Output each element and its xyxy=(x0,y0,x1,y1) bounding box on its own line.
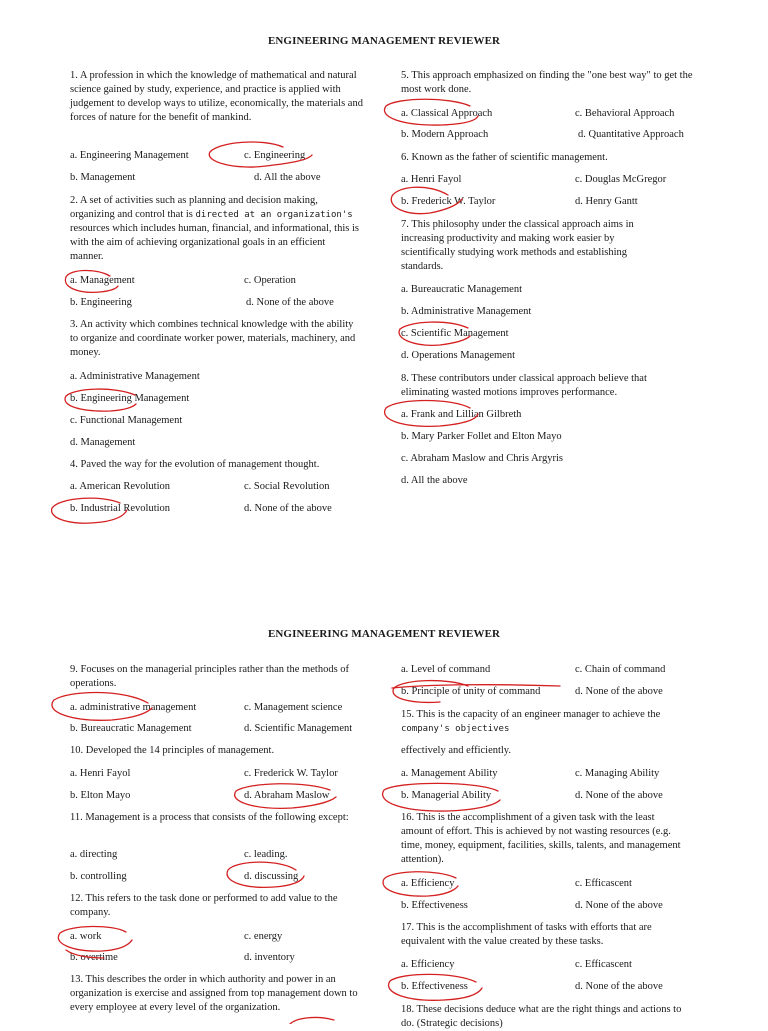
option-b[interactable]: b. Management xyxy=(70,172,136,183)
option-a[interactable]: a. directing xyxy=(70,849,118,860)
question-text: 12. This refers to the task done or performed to add value to the company. xyxy=(70,893,338,918)
option-row xyxy=(401,195,701,209)
question-block xyxy=(70,194,370,264)
option-row xyxy=(401,980,701,994)
option-row xyxy=(401,663,701,677)
option-b[interactable]: b. Engineering Management xyxy=(70,393,190,404)
option-row xyxy=(401,789,701,803)
option-b[interactable]: b. Managerial Ability xyxy=(401,790,492,801)
question-text: 5. This approach emphasized on finding the "one best way" to get the most work done. xyxy=(401,70,693,95)
option-row xyxy=(70,502,370,516)
option-a[interactable]: a. Administrative Management xyxy=(70,371,200,382)
question-text: 2. A set of activities such as planning and decision making, organizing and control that is directed at an organization's resources which includes human, financial, and informational, this is with the aim of achieving organizational goals in an efficient manner. xyxy=(70,195,359,262)
option-a[interactable]: a. Level of command xyxy=(401,664,491,675)
option-c[interactable]: c. Abraham Maslow and Chris Argyris xyxy=(401,453,563,464)
option-a[interactable]: a. American Revolution xyxy=(70,481,171,492)
option-d[interactable]: d. Management xyxy=(70,437,136,448)
option-c[interactable]: c. Social Revolution xyxy=(244,481,330,492)
circle-mark-q13 xyxy=(290,1017,334,1024)
question-block xyxy=(401,1003,701,1031)
question-text: 16. This is the accomplishment of a given task with the least amount of effort. This is achieved by not wasting resources (e.g. time, money, equipment, facilities, skills, talents, and management attention). xyxy=(401,812,681,865)
option-d[interactable]: d. Quantitative Approach xyxy=(578,129,684,140)
option-c[interactable]: c. Frederick W. Taylor xyxy=(244,768,338,779)
option-row xyxy=(401,685,701,699)
option-d[interactable]: d. inventory xyxy=(244,952,295,963)
option-c[interactable]: c. Efficascent xyxy=(575,878,632,889)
option-a[interactable]: a. Engineering Management xyxy=(70,150,189,161)
question-block xyxy=(401,811,701,867)
page-title: ENGINEERING MANAGEMENT REVIEWER xyxy=(267,628,501,640)
option-row xyxy=(401,173,701,187)
option-row xyxy=(70,789,370,803)
option-a[interactable]: a. Classical Approach xyxy=(401,108,493,119)
option-c[interactable]: c. Behavioral Approach xyxy=(575,108,675,119)
option-a[interactable]: a. Efficiency xyxy=(401,959,455,970)
option-d[interactable]: d. Henry Gantt xyxy=(575,196,638,207)
option-row xyxy=(70,870,370,884)
option-b[interactable]: b. Industrial Revolution xyxy=(70,503,171,514)
question-text: 13. This describes the order in which authority and power in an organization is exercise and assigned from top management down to every employee at every level of the organization. xyxy=(70,974,358,1013)
question-text: 8. These contributors under classical approach believe that eliminating wasted motions improves performance. xyxy=(401,373,647,398)
option-d[interactable]: d. Operations Management xyxy=(401,350,516,361)
question-block xyxy=(401,69,701,97)
question-block xyxy=(401,921,701,949)
question-block xyxy=(401,372,701,400)
option-b[interactable]: b. Effectiveness xyxy=(401,900,468,911)
question-block xyxy=(70,663,370,691)
option-b[interactable]: b. Administrative Management xyxy=(401,306,532,317)
option-c[interactable]: c. Engineering xyxy=(244,150,306,161)
option-row xyxy=(70,951,370,965)
option-d[interactable]: d. None of the above xyxy=(575,900,663,911)
option-row xyxy=(401,128,701,142)
question-block xyxy=(401,151,701,165)
option-row xyxy=(70,149,370,163)
option-b[interactable]: b. overtime xyxy=(70,952,118,963)
option-a[interactable]: a. Management xyxy=(70,275,135,286)
question-text: 1. A profession in which the knowledge of mathematical and natural science gained by study, experience, and practice is applied with judgement to develop ways to utilize, economically, the materials and forces of nature for the benefit of mankind. xyxy=(70,70,363,123)
option-row xyxy=(401,877,701,891)
option-b[interactable]: b. Elton Mayo xyxy=(70,790,131,801)
option-d[interactable]: d. Abraham Maslow xyxy=(244,790,330,801)
option-row xyxy=(70,722,370,736)
option-b[interactable]: b. Engineering xyxy=(70,297,132,308)
option-c[interactable]: c. Operation xyxy=(244,275,296,286)
question-text: company's objectives xyxy=(401,724,510,734)
option-a[interactable]: a. Management Ability xyxy=(401,768,498,779)
question-text: 10. Developed the 14 principles of management. xyxy=(70,745,275,756)
option-c[interactable]: c. Douglas McGregor xyxy=(575,174,667,185)
question-block xyxy=(401,218,701,274)
option-d[interactable]: d. None of the above xyxy=(244,503,332,514)
option-a[interactable]: a. Henri Fayol xyxy=(401,174,462,185)
option-a[interactable]: a. Frank and Lillian Gilbreth xyxy=(401,409,522,420)
option-b[interactable]: b. Modern Approach xyxy=(401,129,489,140)
option-b[interactable]: b. Frederick W. Taylor xyxy=(401,196,496,207)
option-d[interactable]: d. discussing xyxy=(244,871,299,882)
question-text: 18. These decisions deduce what are the right things and actions to do. (Strategic decisions) xyxy=(401,1004,682,1029)
option-c[interactable]: c. Managing Ability xyxy=(575,768,660,779)
option-row xyxy=(70,848,370,862)
option-row xyxy=(70,296,370,310)
page-title: ENGINEERING MANAGEMENT REVIEWER xyxy=(267,35,501,47)
question-text: 15. This is the capacity of an engineer manager to achieve the xyxy=(401,709,661,720)
option-a[interactable]: a. work xyxy=(70,931,102,942)
question-text: 6. Known as the father of scientific management. xyxy=(401,152,608,163)
option-row xyxy=(70,701,370,715)
option-a[interactable]: a. Efficiency xyxy=(401,878,455,889)
option-row xyxy=(70,171,370,185)
option-a[interactable]: a. administrative management xyxy=(70,702,197,713)
option-list xyxy=(401,283,531,363)
option-b[interactable]: b. Effectiveness xyxy=(401,981,468,992)
question-text: effectively and efficiently. xyxy=(401,745,512,756)
question-block xyxy=(70,892,370,920)
question-text: 3. An activity which combines technical knowledge with the ability to organize and coordinate worker power, materials, machinery, and money. xyxy=(70,319,356,358)
option-row xyxy=(70,480,370,494)
option-row xyxy=(401,899,701,913)
option-c[interactable]: c. Efficascent xyxy=(575,959,632,970)
option-d[interactable]: d. None of the above xyxy=(575,790,663,801)
option-d[interactable]: d. None of the above xyxy=(575,981,663,992)
option-d[interactable]: d. None of the above xyxy=(575,686,663,697)
option-list xyxy=(401,408,563,488)
option-d[interactable]: d. All the above xyxy=(401,475,468,486)
option-row xyxy=(70,930,370,944)
option-b[interactable]: b. controlling xyxy=(70,871,127,882)
option-b[interactable]: b. Bureaucratic Management xyxy=(70,723,192,734)
question-block xyxy=(70,811,370,825)
left-column xyxy=(70,69,370,125)
question-text: 9. Focuses on the managerial principles rather than the methods of operations. xyxy=(70,664,350,689)
question-block xyxy=(70,973,370,1015)
question-text: 17. This is the accomplishment of tasks with efforts that are equivalent with the value created by these tasks. xyxy=(401,922,652,947)
option-d[interactable]: d. None of the above xyxy=(246,297,334,308)
option-a[interactable]: a. Bureaucratic Management xyxy=(401,284,522,295)
option-row xyxy=(70,767,370,781)
option-row xyxy=(70,274,370,288)
option-c[interactable]: c. Functional Management xyxy=(70,415,183,426)
option-d[interactable]: d. Scientific Management xyxy=(244,723,353,734)
option-row xyxy=(401,958,701,972)
option-d[interactable]: d. All the above xyxy=(254,172,321,183)
option-a[interactable]: a. Henri Fayol xyxy=(70,768,131,779)
question-block xyxy=(70,744,370,758)
question-block xyxy=(401,708,701,758)
option-c[interactable]: c. Chain of command xyxy=(575,664,666,675)
question-text: 11. Management is a process that consists of the following except: xyxy=(70,812,349,823)
question-block xyxy=(70,458,370,472)
option-b[interactable]: b. Mary Parker Follet and Elton Mayo xyxy=(401,431,562,442)
option-row xyxy=(401,107,701,121)
option-c[interactable]: c. energy xyxy=(244,931,283,942)
option-c[interactable]: c. Management science xyxy=(244,702,343,713)
option-c[interactable]: c. leading. xyxy=(244,849,288,860)
option-b[interactable]: b. Principle of unity of command xyxy=(401,686,541,697)
option-row xyxy=(401,767,701,781)
question-block xyxy=(70,318,370,360)
option-list xyxy=(70,370,200,450)
question-text: 7. This philosophy under the classical approach aims in increasing productivity and making work easier by scientifically studying work methods and establishing standards. xyxy=(401,219,634,272)
option-c[interactable]: c. Scientific Management xyxy=(401,328,509,339)
question-text: 4. Paved the way for the evolution of management thought. xyxy=(70,459,320,470)
